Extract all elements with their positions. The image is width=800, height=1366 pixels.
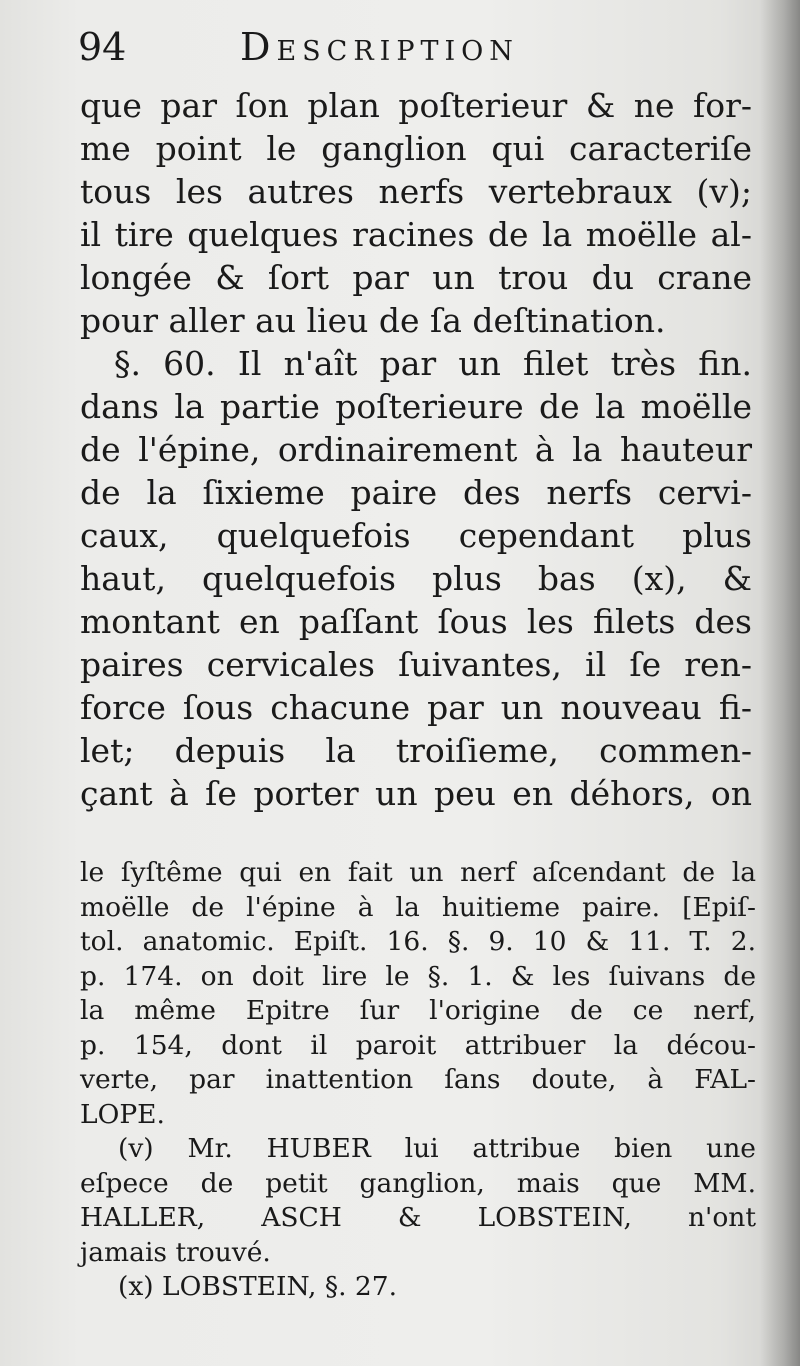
text-line: de l'épine, ordinairement à la hauteur	[80, 430, 752, 469]
text-line: dans la partie poſterieure de la moëlle	[80, 387, 752, 426]
text-line: me point le ganglion qui caracteriſe	[80, 129, 752, 168]
footnote-line: la même Epitre ſur l'origine de ce nerf,	[80, 995, 756, 1026]
footnote-line: eſpece de petit ganglion, mais que MM.	[80, 1167, 756, 1199]
text-line: caux, quelquefois cependant plus	[80, 516, 752, 555]
footnotes	[80, 856, 756, 1305]
text-line: de la ſixieme paire des nerfs cervi-	[80, 473, 752, 512]
text-line: §. 60. Il n'aît par un filet très fin.	[114, 344, 752, 383]
text-line: que par ſon plan poſterieur & ne for-	[80, 86, 752, 125]
running-title: Description	[240, 25, 519, 69]
footnote-line: p. 154, dont il paroit attribuer la décou-	[80, 1029, 756, 1061]
footnote-line: jamais trouvé.	[80, 1236, 271, 1268]
footnote-line: HALLER, ASCH & LOBSTEIN, n'ont	[80, 1202, 756, 1233]
text-line: let; depuis la troiſieme, commen-	[80, 731, 752, 770]
footnote-line: tol. anatomic. Epiſt. 16. §. 9. 10 & 11. T. 2.	[80, 926, 756, 957]
text-line: montant en paſſant ſous les filets des	[80, 602, 752, 641]
text-line: force ſous chacune par un nouveau fi-	[80, 688, 752, 727]
text-line: haut, quelquefois plus bas (x), &	[80, 559, 752, 598]
page-gutter-shadow	[760, 0, 800, 1366]
footnote-line: (x) LOBSTEIN, §. 27.	[118, 1271, 398, 1302]
running-header	[78, 22, 758, 72]
text-line: paires cervicales ſuivantes, il ſe ren-	[80, 645, 752, 684]
footnote-line: verte, par inattention ſans doute, à FAL-	[80, 1064, 756, 1095]
text-line: il tire quelques racines de la moëlle al-	[80, 215, 752, 254]
text-line: longée & ſort par un trou du crane	[80, 258, 752, 297]
main-text	[80, 84, 752, 815]
footnote-line: le ſyſtême qui en fait un nerf aſcendant de la	[80, 857, 756, 888]
text-line: pour aller au lieu de ſa deſtination.	[80, 301, 666, 340]
footnote-line: moëlle de l'épine à la huitieme paire. [Epiſ-	[80, 891, 756, 923]
footnote-line: p. 174. on doit lire le §. 1. & les ſuivans de	[80, 960, 756, 992]
footnote-line: (v) Mr. HUBER lui attribue bien une	[118, 1133, 756, 1164]
text-line: tous les autres nerfs vertebraux (v);	[80, 172, 752, 211]
footnote-line: LOPE.	[80, 1098, 165, 1130]
page-number: 94	[78, 25, 127, 69]
text-line: çant à ſe porter un peu en déhors, on	[80, 774, 752, 813]
